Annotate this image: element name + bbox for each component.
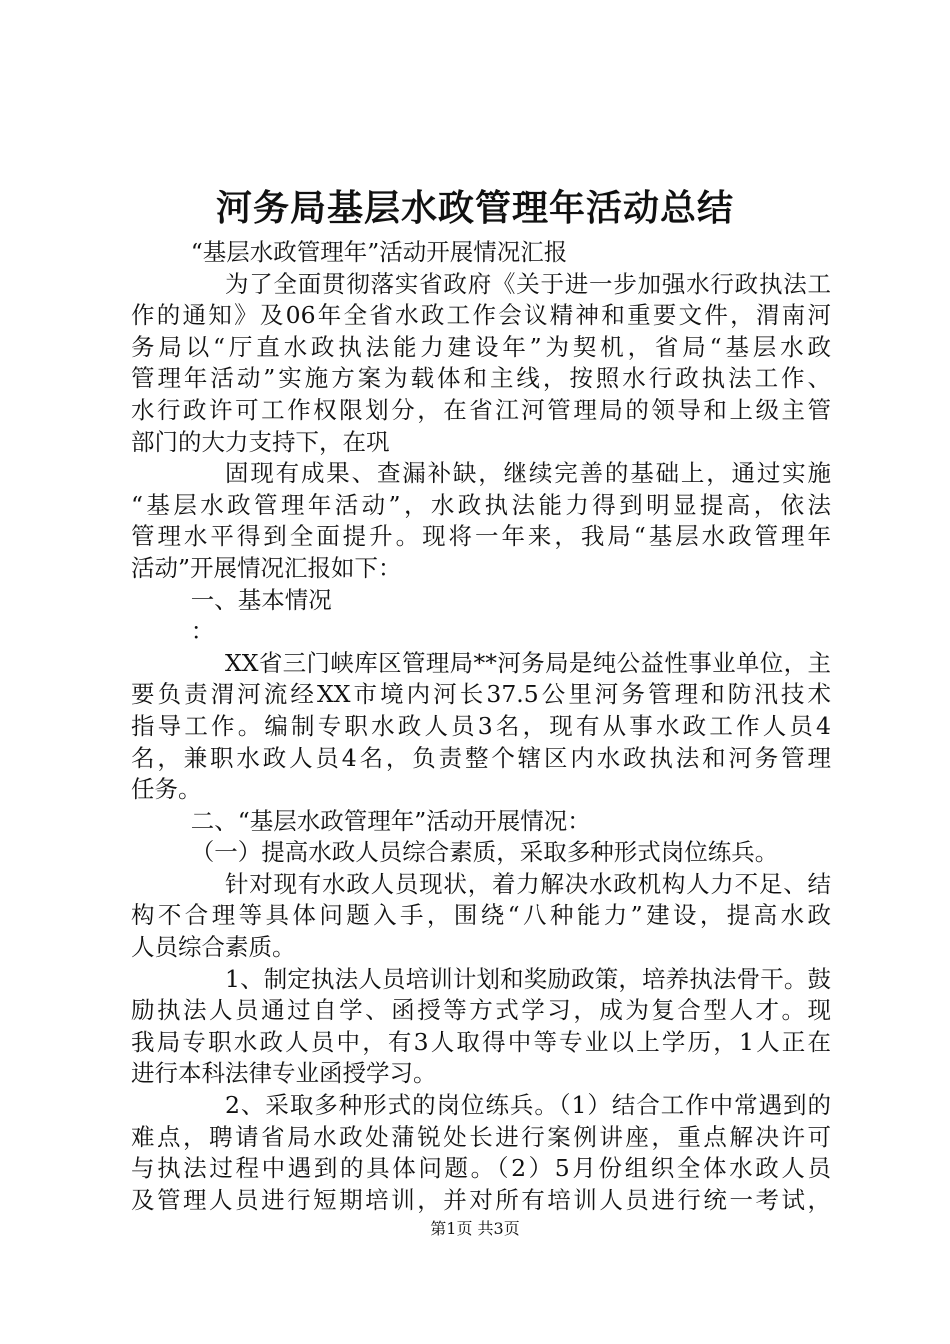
text-line: “基层水政管理年”活动开展情况汇报 [131, 238, 568, 266]
text-line: 管理水平得到全面提升。现将一年来，我局“基层水政管理年 [131, 522, 831, 551]
text-line: XX省三门峡库区管理局**河务局是纯公益性事业单位，主 [225, 648, 831, 677]
text-line: 2、采取多种形式的岗位练兵。（1）结合工作中常遇到的 [225, 1091, 831, 1120]
text-line: 名，兼职水政人员4名，负责整个辖区内水政执法和河务管理 [131, 743, 831, 772]
text-line: 任务。 [131, 775, 202, 804]
text-line: 管理年活动”实施方案为载体和主线，按照水行政执法工作、 [131, 364, 831, 393]
text-line: 及管理人员进行短期培训，并对所有培训人员进行统一考试， [131, 1185, 831, 1214]
page-footer: 第1页 共3页 [430, 1219, 520, 1238]
text-line: 为了全面贯彻落实省政府《关于进一步加强水行政执法工 [225, 269, 831, 298]
text-line: 励执法人员通过自学、函授等方式学习，成为复合型人才。现 [131, 996, 831, 1025]
text-line: 与执法过程中遇到的具体问题。（2）5月份组织全体水政人员 [131, 1154, 831, 1183]
text-line: 进行本科法律专业函授学习。 [131, 1059, 437, 1088]
text-line: 难点，聘请省局水政处蒲锐处长进行案例讲座，重点解决许可 [131, 1122, 831, 1151]
text-line: 构不合理等具体问题入手，围绕“八种能力”建设，提高水政 [131, 901, 831, 930]
text-line: 部门的大力支持下，在巩 [131, 427, 390, 456]
text-line: （一）提高水政人员综合素质，采取多种形式岗位练兵。 [131, 838, 779, 867]
text-line: 水行政许可工作权限划分，在省江河管理局的领导和上级主管 [131, 395, 831, 424]
text-line: 活动”开展情况汇报如下： [131, 553, 402, 582]
text-line: 二、“基层水政管理年”活动开展情况： [131, 806, 591, 835]
text-line: 指导工作。编制专职水政人员3名，现有从事水政工作人员4 [131, 711, 831, 740]
document-title: 河务局基层水政管理年活动总结 [215, 188, 734, 229]
text-line: 1、制定执法人员培训计划和奖励政策，培养执法骨干。鼓 [225, 964, 831, 993]
document-body [131, 237, 831, 1216]
text-line: 务局以“厅直水政执法能力建设年”为契机，省局“基层水政 [131, 332, 831, 361]
text-line: 一、基本情况 [131, 585, 332, 614]
text-line: 针对现有水政人员现状，着力解决水政机构人力不足、结 [225, 869, 831, 898]
text-line: 要负责渭河流经XX市境内河长37.5公里河务管理和防汛技术 [131, 680, 831, 709]
text-line: ： [131, 617, 215, 646]
text-line: 我局专职水政人员中，有3人取得中等专业以上学历，1人正在 [131, 1027, 831, 1056]
text-line: “基层水政管理年活动”，水政执法能力得到明显提高，依法 [131, 490, 831, 519]
text-line: 固现有成果、查漏补缺，继续完善的基础上，通过实施 [225, 459, 831, 488]
text-line: 人员综合素质。 [131, 933, 296, 962]
text-line: 作的通知》及06年全省水政工作会议精神和重要文件，渭南河 [131, 301, 831, 330]
